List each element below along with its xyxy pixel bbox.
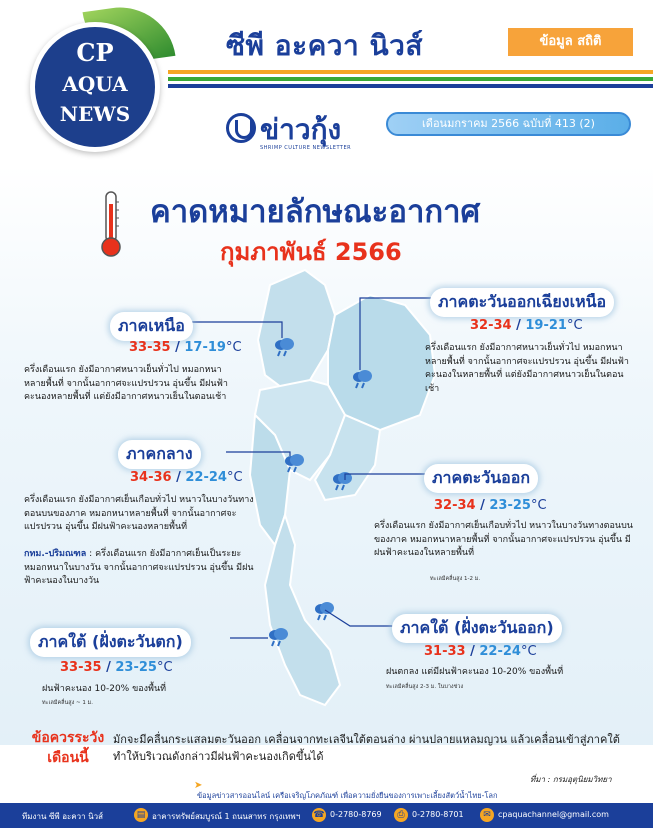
temp-range-northeast: 32-34 / 19-21°C — [470, 318, 583, 333]
temp-high: 33-35 — [60, 660, 102, 675]
forecast-south-west: ฝนฟ้าคะนอง 10-20% ของพื้นที่ — [42, 684, 167, 694]
forecast-east: ครึ่งเดือนแรก ยังมีอากาศเย็นเกือบทั่วไป หนาวในบางวันทางตอนบนของภาค หมอกหนาหลายพื้นที่ จากนั้นอากาศจะแปรปรวน อุ่นขึ้น มีฝนฟ้าคะนองในหลายพื้นที่ — [374, 521, 633, 558]
phone-icon: ☎ — [313, 810, 325, 820]
newsletter-subtitle: SHRIMP CULTURE NEWSLETTER — [260, 145, 352, 151]
bangkok-label: กทม.-ปริมณฑล — [24, 549, 87, 559]
source-credit: ที่มา : กรมอุตุนิยมวิทยา — [530, 775, 612, 784]
warning-label-line1: ข้อควรระวัง — [31, 730, 105, 746]
logo-text-aqua: AQUA — [62, 72, 128, 96]
temp-unit: °C — [520, 644, 537, 659]
newsletter-name: ข่าวกุ้ง — [260, 113, 342, 146]
region-title-central: ภาคกลาง — [118, 440, 201, 469]
temp-high: 31-33 — [424, 644, 466, 659]
sea-wave-note-south-east: ทะเลมีคลื่นสูง 2-3 ม. ในบางช่วง — [386, 684, 464, 690]
page-title: คาดหมายลักษณะอากาศ — [150, 194, 481, 230]
arrow-icon: ➤ — [194, 780, 203, 791]
page-subtitle: กุมภาพันธ์ 2566 — [220, 238, 402, 266]
temp-low: 23-25 — [115, 660, 157, 675]
bangkok-desc: : ครึ่งเดือนแรก ยังมีอากาศเย็นเป็นระยะ หมอกหนาในบางวัน จากนั้นอากาศจะแปรปรวน อุ่นขึ้น มีฝนฟ้าคะนองในบางวัน — [24, 549, 254, 586]
region-title-east: ภาคตะวันออก — [424, 464, 538, 493]
warning-label — [30, 728, 106, 768]
temp-unit: °C — [226, 470, 243, 485]
temp-low: 23-25 — [489, 498, 531, 513]
temp-unit: °C — [530, 498, 547, 513]
footer-phone[interactable]: 0-2780-8769 — [330, 810, 382, 819]
temp-range-central: 34-36 / 22-24°C — [130, 470, 243, 485]
forecast-north: ครึ่งเดือนแรก ยังมีอากาศหนาวเย็นทั่วไป หมอกหนาหลายพื้นที่ จากนั้นอากาศจะแปรปรวน อุ่นขึ้น มีฝนฟ้าคะนองหลายพื้นที่ แต่ยังมีอากาศหนาวเย็นในตอนเช้า — [24, 365, 228, 402]
fax-icon: ⎙ — [394, 808, 408, 822]
region-title-south-east: ภาคใต้ (ฝั่งตะวันออก) — [392, 614, 562, 643]
rain-cloud-icon — [266, 626, 290, 648]
rain-cloud-icon — [330, 470, 354, 492]
forecast-bangkok — [24, 548, 254, 589]
category-tag: ข้อมูล สถิติ — [508, 28, 633, 56]
temp-unit: °C — [156, 660, 173, 675]
temp-low: 22-24 — [185, 470, 227, 485]
warning-label-line2: เดือนนี้ — [47, 750, 89, 766]
issue-badge: เดือนมกราคม 2566 ฉบับที่ 413 (2) — [386, 112, 631, 136]
logo-text-cp: CP — [76, 38, 114, 67]
footer-team: ทีมงาน ซีพี อะควา นิวส์ — [22, 812, 104, 821]
forecast-south-east: ฝนตกลง แต่มีฝนฟ้าคะนอง 10-20% ของพื้นที่ — [386, 667, 564, 677]
temp-high: 32-34 — [470, 318, 512, 333]
header-stripe-orange — [168, 70, 653, 74]
region-title-northeast: ภาคตะวันออกเฉียงเหนือ — [430, 288, 614, 317]
footer-address: อาคารทรัพย์สมบูรณ์ 1 ถนนสาทร กรุงเทพฯ — [152, 812, 301, 821]
email-icon: ✉ — [480, 808, 494, 822]
forecast-central: ครึ่งเดือนแรก ยังมีอากาศเย็นเกือบทั่วไป หนาวในบางวันทางตอนบนของภาค หมอกหนาหลายพื้นที่ จากนั้นอากาศจะแปรปรวน อุ่นขึ้น มีฝนฟ้าคะนองหลายพื้นที่ — [24, 495, 254, 532]
temp-low: 17-19 — [184, 340, 226, 355]
temp-high: 33-35 — [129, 340, 171, 355]
footer-note: ข้อมูลข่าวสารออนไลน์ เครือเจริญโภคภัณฑ์ เพื่อความยั่งยืนของการเพาะเลี้ยงสัตว์น้ำไทย-โลก — [197, 791, 498, 800]
map-region-north — [258, 270, 335, 390]
forecast-northeast: ครึ่งเดือนแรก ยังมีอากาศหนาวเย็นทั่วไป หมอกหนาหลายพื้นที่ จากนั้นอากาศจะแปรปรวน อุ่นขึ้น มีฝนฟ้าคะนองในหลายพื้นที่ แต่ยังมีอากาศหนาวเย็นในตอนเช้า — [425, 343, 629, 394]
footer-email[interactable]: cpaquachannel@gmail.com — [498, 810, 609, 819]
footer-fax[interactable]: 0-2780-8701 — [412, 810, 464, 819]
shrimp-logo-icon — [226, 113, 256, 143]
temp-high: 32-34 — [434, 498, 476, 513]
temp-unit: °C — [225, 340, 242, 355]
temp-range-east: 32-34 / 23-25°C — [434, 498, 547, 513]
temp-low: 19-21 — [525, 318, 567, 333]
temp-range-north: 33-35 / 17-19°C — [129, 340, 242, 355]
warning-text: มักจะมีคลื่นกระแสลมตะวันออก เคลื่อนจากทะเลจีนใต้ตอนล่าง ผ่านปลายแหลมญวน แล้วเคลื่อนเข้าสู่ภาคใต้ ทำให้บริเวณดังกล่าวมีฝนฟ้าคะนองเกิดขึ้นได้ — [113, 733, 620, 763]
temp-range-south-east: 31-33 / 22-24°C — [424, 644, 537, 659]
header-stripe-blue — [168, 84, 653, 88]
building-icon: ▤ — [134, 808, 148, 822]
sea-wave-note-south-west: ทะเลมีคลื่นสูง ~ 1 ม. — [42, 700, 94, 706]
temp-high: 34-36 — [130, 470, 172, 485]
temp-range-south-west: 33-35 / 23-25°C — [60, 660, 173, 675]
rain-cloud-icon — [312, 600, 336, 622]
header-stripe-green — [168, 77, 653, 81]
rain-cloud-icon — [272, 336, 296, 358]
logo-text-news: NEWS — [59, 102, 131, 126]
region-title-south-west: ภาคใต้ (ฝั่งตะวันตก) — [30, 628, 191, 657]
sea-wave-note-east: ทะเลมีคลื่นสูง 1-2 ม. — [430, 576, 481, 582]
temp-unit: °C — [566, 318, 583, 333]
rain-cloud-icon — [350, 368, 374, 390]
map-region-northeast — [328, 295, 435, 430]
rain-cloud-icon — [282, 452, 306, 474]
masthead-title: ซีพี อะควา นิวส์ — [226, 29, 423, 62]
thermometer-icon — [100, 190, 122, 258]
temp-low: 22-24 — [479, 644, 521, 659]
region-title-north: ภาคเหนือ — [110, 312, 193, 341]
